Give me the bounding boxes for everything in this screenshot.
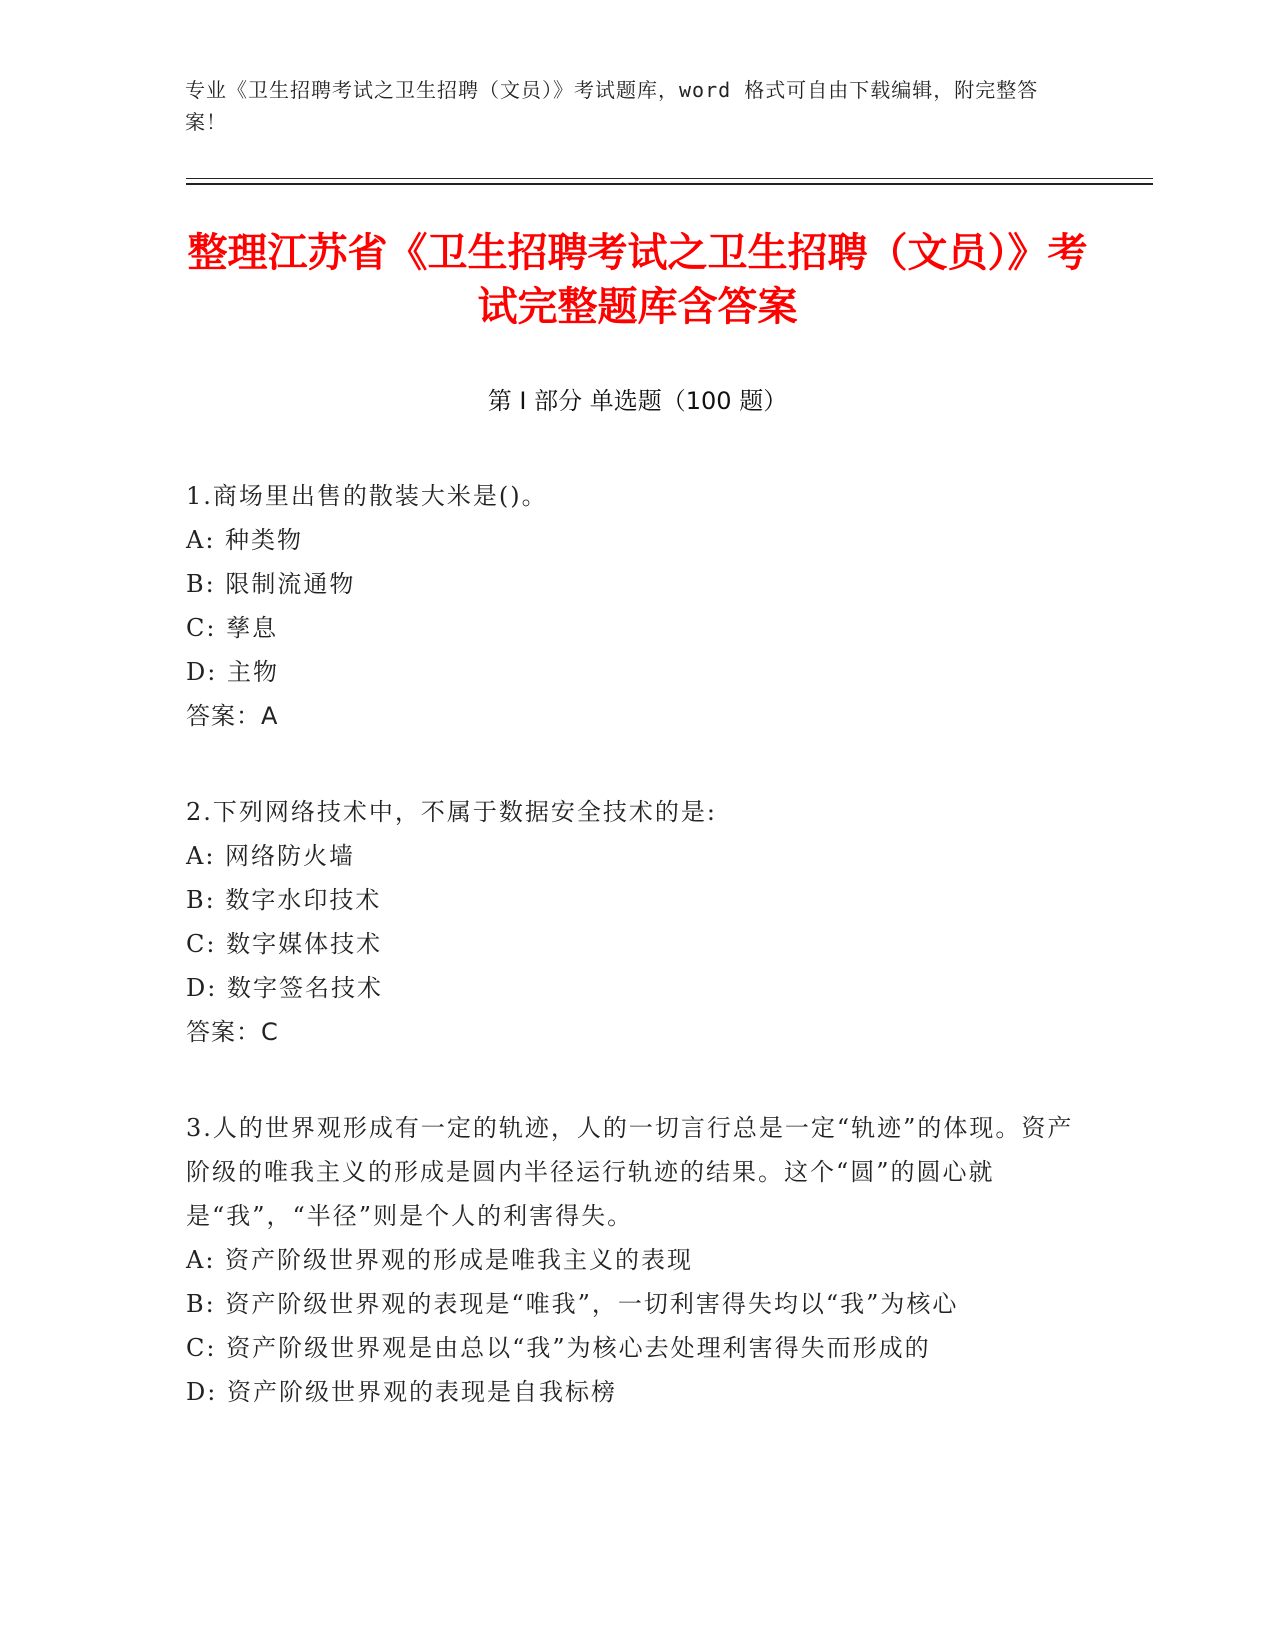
option-a: A: 资产阶级世界观的形成是唯我主义的表现 (186, 1246, 694, 1274)
question-stem: 2.下列网络技术中，不属于数据安全技术的是: (186, 798, 717, 826)
option-c: C: 数字媒体技术 (186, 930, 383, 958)
question-2 (186, 790, 1076, 1054)
question-3 (186, 1106, 1076, 1414)
option-c: C: 资产阶级世界观是由总以“我”为核心去处理利害得失而形成的 (186, 1334, 931, 1362)
option-a: A: 网络防火墙 (186, 842, 356, 870)
answer: 答案：C (186, 1018, 279, 1046)
option-a: A: 种类物 (186, 526, 304, 554)
option-d: D: 资产阶级世界观的表现是自我标榜 (186, 1378, 617, 1406)
question-stem: 1.商场里出售的散装大米是()。 (186, 482, 548, 510)
option-b: B: 数字水印技术 (186, 886, 382, 914)
header-note: 专业《卫生招聘考试之卫生招聘（文员）》考试题库，word 格式可自由下载编辑，附完整答案！ (185, 78, 1039, 134)
header-divider-thin (186, 178, 1153, 179)
option-d: D: 数字签名技术 (186, 974, 383, 1002)
answer: 答案：A (186, 702, 279, 730)
option-b: B: 限制流通物 (186, 570, 356, 598)
option-b: B: 资产阶级世界观的表现是“唯我”，一切利害得失均以“我”为核心 (186, 1290, 959, 1318)
header-divider-thick (186, 183, 1153, 185)
document-title: 整理江苏省《卫生招聘考试之卫生招聘（文员）》考试完整题库含答案 (187, 230, 1088, 330)
section-heading: 第 I 部分 单选题（100 题） (487, 387, 788, 415)
question-1 (186, 474, 1076, 738)
option-d: D: 主物 (186, 658, 279, 686)
option-c: C: 孳息 (186, 614, 279, 642)
question-stem: 3.人的世界观形成有一定的轨迹，人的一切言行总是一定“轨迹”的体现。资产阶级的唯我主义的形成是圆内半径运行轨迹的结果。这个“圆”的圆心就是“我”，“半径”则是个人的利害得失。 (186, 1114, 1074, 1230)
